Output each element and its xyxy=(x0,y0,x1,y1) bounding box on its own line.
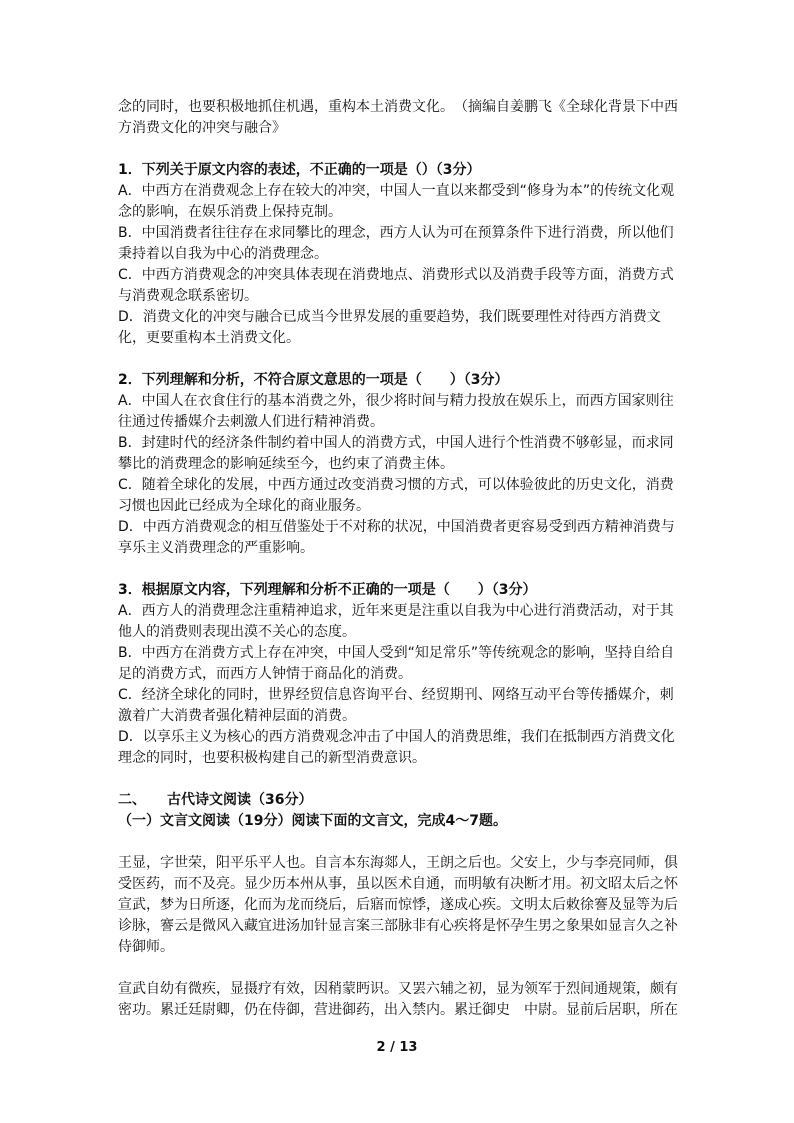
question-2-title: 2．下列理解和分析，不符合原文意思的一项是（ ）（3分） xyxy=(118,372,509,388)
spacer xyxy=(118,769,678,790)
question-3-option-d: D．以享乐主义为核心的西方消费观念冲击了中国人的消费思维，我们在抵制西方消费文化理念的同时，也要积极构建自己的新型消费意识。 xyxy=(118,729,675,766)
page-number: 2 / 13 xyxy=(376,1040,418,1055)
question-3-option-b: B．中西方在消费方式上存在冲突，中国人受到“知足常乐”等传统观念的影响，坚持自给自足的消费方式，而西方人钟情于商品化的消费。 xyxy=(118,645,675,682)
question-1-option-c: C．中西方消费观念的冲突具体表现在消费地点、消费形式以及消费手段等方面，消费方式与消费观念联系密切。 xyxy=(118,267,674,304)
question-2-option-d: D．中西方消费观念的相互借鉴处于不对称的状况，中国消费者更容易受到西方精神消费与享乐主义消费理念的严重影响。 xyxy=(118,519,675,556)
question-1-option-a: A．中西方在消费观念上存在较大的冲突，中国人一直以来都受到“修身为本”的传统文化观念的影响，在娱乐消费上保持克制。 xyxy=(118,183,675,220)
question-3-option-a: A．西方人的消费理念注重精神追求，近年来更是注重以自我为中心进行消费活动，对于其他人的消费则表现出漠不关心的态度。 xyxy=(118,603,674,640)
question-3-title: 3．根据原文内容，下列理解和分析不正确的一项是（ ）（3分） xyxy=(118,582,537,598)
spacer xyxy=(118,349,678,370)
question-1-option-d: D．消费文化的冲突与融合已成当今世界发展的重要趋势，我们既要理性对待西方消费文化，更要重构本土消费文化。 xyxy=(118,309,661,346)
spacer xyxy=(118,139,678,160)
spacer xyxy=(118,559,678,580)
section-2-subtitle: （一）文言文阅读（19分）阅读下面的文言文，完成4～7题。 xyxy=(118,813,507,829)
section-2-title: 二、 古代诗文阅读（36分） xyxy=(118,792,313,808)
question-3-option-c: C．经济全球化的同时，世界经贸信息咨询平台、经贸期刊、网络互动平台等传播媒介，刺激着广大消费者强化精神层面的消费。 xyxy=(118,687,674,724)
question-1-title: 1．下列关于原文内容的表述，不正确的一项是（）（3分） xyxy=(118,162,481,178)
question-2-option-c: C．随着全球化的发展，中西方通过改变消费习惯的方式，可以体验彼此的历史文化，消费习惯也因此已经成为全球化的商业服务。 xyxy=(118,477,674,514)
intro-paragraph: 念的同时，也要积极地抓住机遇，重构本土消费文化。 （摘编自姜鹏飞《全球化背景下中西方消费文化的冲突与融合》 xyxy=(118,99,678,136)
passage-paragraph-2: 宣武自幼有微疾，显摄疗有效，因稍蒙眄识。又罢六辅之初，显为领军于烈间通规策，颇有密功。累迁廷尉卿，仍在侍御，营进御药，出入禁内。累迁御史 中尉。显前后居职，所在 xyxy=(118,981,678,1018)
document-body xyxy=(118,97,678,1021)
passage-paragraph-1: 王显，字世荣，阳平乐平人也。自言本东海郯人，王朗之后也。父安上，少与李亮同师，俱受医药，而不及亮。显少历本州从事，虽以医术自通，而明敏有决断才用。初文昭太后之怀宣武，梦为日所逐，化而为龙而绕后，后寤而惊悸，遂成心疾。文明太后敕徐謇及显等为后诊脉，謇云是微风入藏宜进汤加针显言案三部脉非有心疾将是怀孕生男之象果如显言久之补侍御师。 xyxy=(118,855,678,955)
spacer xyxy=(118,958,678,979)
spacer xyxy=(118,832,678,853)
question-2-option-a: A．中国人在衣食住行的基本消费之外，很少将时间与精力投放在娱乐上，而西方国家则往往通过传播媒介去刺激人们进行精神消费。 xyxy=(118,393,674,430)
question-2-option-b: B．封建时代的经济条件制约着中国人的消费方式，中国人进行个性消费不够彰显，而求同攀比的消费理念的影响延续至今，也约束了消费主体。 xyxy=(118,435,674,472)
question-1-option-b: B．中国消费者往往存在求同攀比的理念，西方人认为可在预算条件下进行消费，所以他们秉持着以自我为中心的消费理念。 xyxy=(118,225,674,262)
